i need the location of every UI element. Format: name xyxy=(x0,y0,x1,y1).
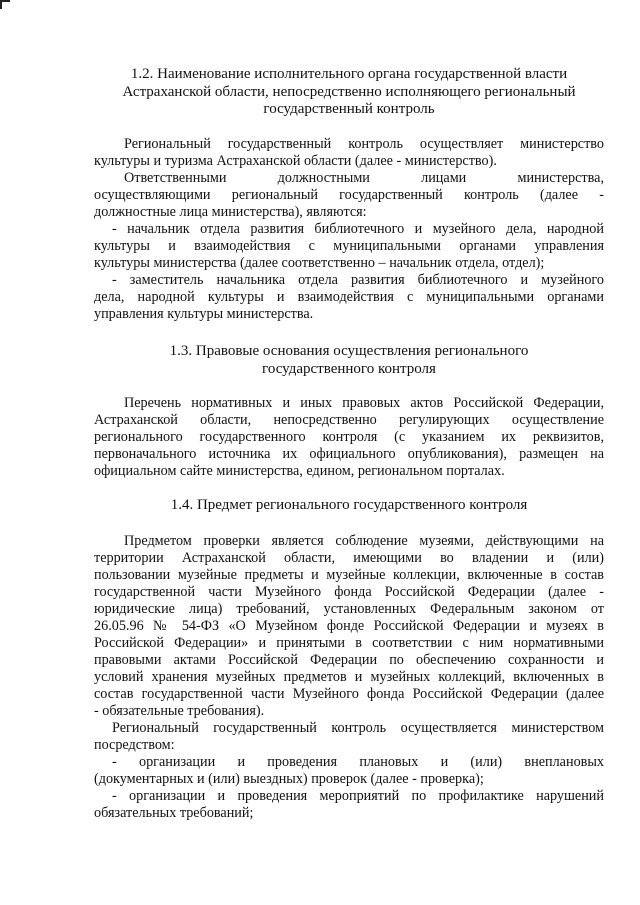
text-line: должностные лица министерства), являются: xyxy=(94,204,367,220)
text-line: Российской Федерации» и принятыми в соответствии с ним нормативными xyxy=(94,635,604,651)
text-line: осуществляющими региональный государственный контроль (далее - xyxy=(94,187,604,203)
text-line: дела, народной культуры и взаимодействия с муниципальными органами xyxy=(94,289,604,305)
heading-line: 1.4. Предмет регионального государственного контроля xyxy=(170,497,528,513)
text-line: - начальник отдела развития библиотечного и музейного дела, народной xyxy=(112,221,604,237)
text-line: Астраханской области, непосредственно регулирующих осуществление xyxy=(94,412,604,428)
text-line: культуры министерства (далее соответственно – начальник отдела, отдел); xyxy=(94,255,545,271)
text-line: - организации и проведения плановых и (или) внеплановых xyxy=(112,754,604,770)
scan-corner-mark xyxy=(0,0,10,9)
text-line: культуры и туризма Астраханской области (далее - министерство). xyxy=(94,153,497,169)
text-line: 26.05.96 № 54-ФЗ «О Музейном фонде Российской Федерации и музеях в xyxy=(94,618,604,634)
text-line: Перечень нормативных и иных правовых актов Российской Федерации, xyxy=(124,395,604,411)
text-line: Региональный государственный контроль осуществляется министерством xyxy=(112,720,604,736)
heading-line: государственный контроль xyxy=(263,101,435,117)
text-line: Ответственными должностными лицами министерства, xyxy=(124,170,604,186)
text-line: пользовании музейные предметы и музейные коллекции, включенные в состав xyxy=(94,567,604,583)
heading-line: 1.2. Наименование исполнительного органа государственной власти xyxy=(130,66,568,82)
text-line: юридические лица) требований, установленных Федеральным законом от xyxy=(94,601,604,617)
text-line: - заместитель начальника отдела развития библиотечного и музейного xyxy=(112,272,604,288)
text-line: официальном сайте министерства, едином, региональном порталах. xyxy=(94,463,505,479)
text-line: регионального государственного контроля (с указанием их реквизитов, xyxy=(94,429,604,445)
text-line: Региональный государственный контроль осуществляет министерство xyxy=(124,136,604,152)
text-line: правовыми актами Российской Федерации по обеспечению сохранности и xyxy=(94,652,604,668)
text-line: условий хранения музейных предметов и музейных коллекций, включенных в xyxy=(94,669,604,685)
section-1-2-heading xyxy=(94,66,604,119)
heading-line: Астраханской области, непосредственно исполняющего региональный xyxy=(122,83,576,100)
text-line: состав государственной части Музейного фонда Российской Федерации (далее xyxy=(94,686,604,702)
text-line: культуры и взаимодействия с муниципальными органами управления xyxy=(94,238,604,254)
section-1-4-heading xyxy=(94,497,604,515)
section-1-3-heading xyxy=(94,343,604,378)
text-line: государственной части Музейного фонда Российской Федерации (далее - xyxy=(94,584,604,600)
text-line: первоначального источника их официального опубликования), размещен на xyxy=(94,446,604,462)
text-line: посредством: xyxy=(94,737,175,753)
text-line: территории Астраханской области, имеющими во владении и (или) xyxy=(94,550,604,566)
text-line: - организации и проведения мероприятий по профилактике нарушений xyxy=(112,788,604,804)
text-line: (документарных и (или) выездных) проверок (далее - проверка); xyxy=(94,771,484,787)
text-line: Предметом проверки является соблюдение музеями, действующими на xyxy=(124,533,604,549)
text-line: обязательных требований; xyxy=(94,805,254,821)
text-line: управления культуры министерства. xyxy=(94,306,314,322)
heading-line: государственного контроля xyxy=(262,360,436,377)
heading-line: 1.3. Правовые основания осуществления регионального xyxy=(169,343,529,359)
text-line: - обязательные требования). xyxy=(94,703,265,719)
